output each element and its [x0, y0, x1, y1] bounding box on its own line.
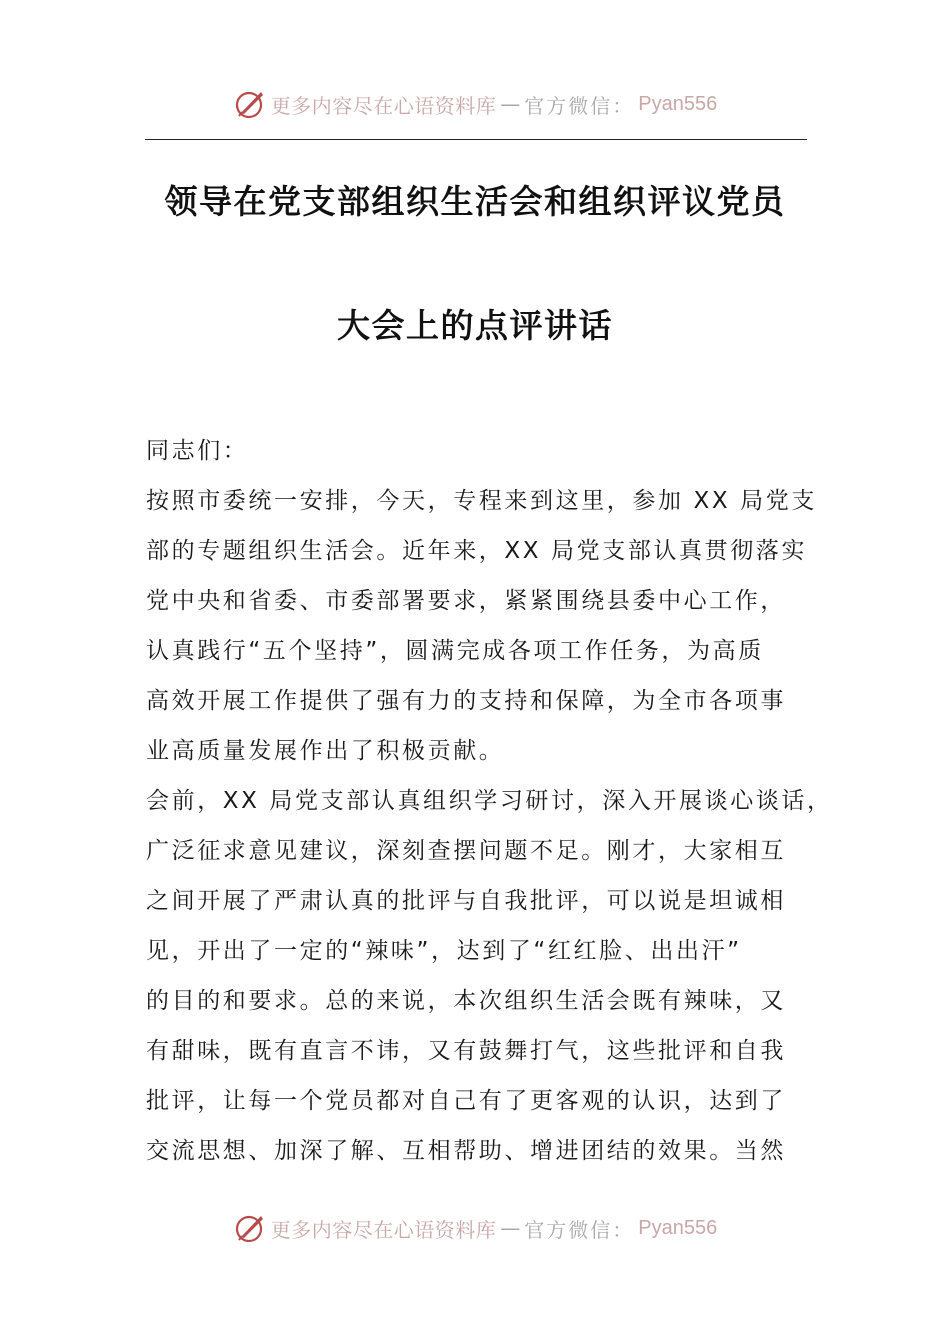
- body-line: 有甜味，既有直言不讳，又有鼓舞打气，这些批评和自我: [146, 1038, 786, 1064]
- quill-pen-circle-icon: [233, 1211, 267, 1245]
- body-line: 交流思想、加深了解、互相帮助、增进团结的效果。当然: [146, 1138, 786, 1164]
- body-line: 按照市委统一安排，今天，专程来到这里，参加 XX 局党支: [146, 488, 817, 514]
- body-line: 之间开展了严肃认真的批评与自我批评，可以说是坦诚相: [146, 888, 786, 914]
- body-line: 的目的和要求。总的来说，本次组织生活会既有辣味，又: [146, 988, 786, 1014]
- footer-watermark: [0, 1206, 950, 1250]
- watermark-wechat-label: 官方微信：: [524, 1217, 635, 1242]
- body-line: 党中央和省委、市委部署要求，紧紧围绕县委中心工作，: [146, 588, 786, 614]
- quill-pen-circle-icon: [233, 87, 267, 121]
- header-divider: [145, 139, 807, 140]
- watermark-wechat-id: Pyan556: [638, 92, 718, 115]
- body-line: 业高质量发展作出了积极贡献。: [146, 738, 505, 764]
- body-line: 高效开展工作提供了强有力的支持和保障，为全市各项事: [146, 688, 786, 714]
- body-line: 会前，XX 局党支部认真组织学习研讨，深入开展谈心谈话，: [146, 788, 833, 814]
- watermark-site-text: 更多内容尽在心语资料库: [270, 93, 497, 118]
- document-title-line-1: 领导在党支部组织生活会和组织评议党员: [164, 182, 786, 221]
- watermark-dash: —: [500, 92, 521, 116]
- watermark-wechat-id: Pyan556: [638, 1216, 718, 1239]
- watermark-wechat-label: 官方微信：: [524, 93, 635, 118]
- body-line: 广泛征求意见建议，深刻查摆问题不足。刚才，大家相互: [146, 838, 786, 864]
- body-line: 认真践行“五个坚持”，圆满完成各项工作任务，为高质: [146, 638, 764, 664]
- watermark-dash: —: [500, 1216, 521, 1240]
- header-watermark: [0, 82, 950, 126]
- document-title-line-2: 大会上的点评讲话: [337, 306, 613, 345]
- body-line: 同志们：: [146, 438, 249, 464]
- body-line: 批评，让每一个党员都对自己有了更客观的认识，达到了: [146, 1088, 786, 1114]
- watermark-site-text: 更多内容尽在心语资料库: [270, 1217, 497, 1242]
- body-line: 部的专题组织生活会。近年来，XX 局党支部认真贯彻落实: [146, 538, 808, 564]
- body-line: 见，开出了一定的“辣味”，达到了“红红脸、出出汗”: [146, 938, 742, 964]
